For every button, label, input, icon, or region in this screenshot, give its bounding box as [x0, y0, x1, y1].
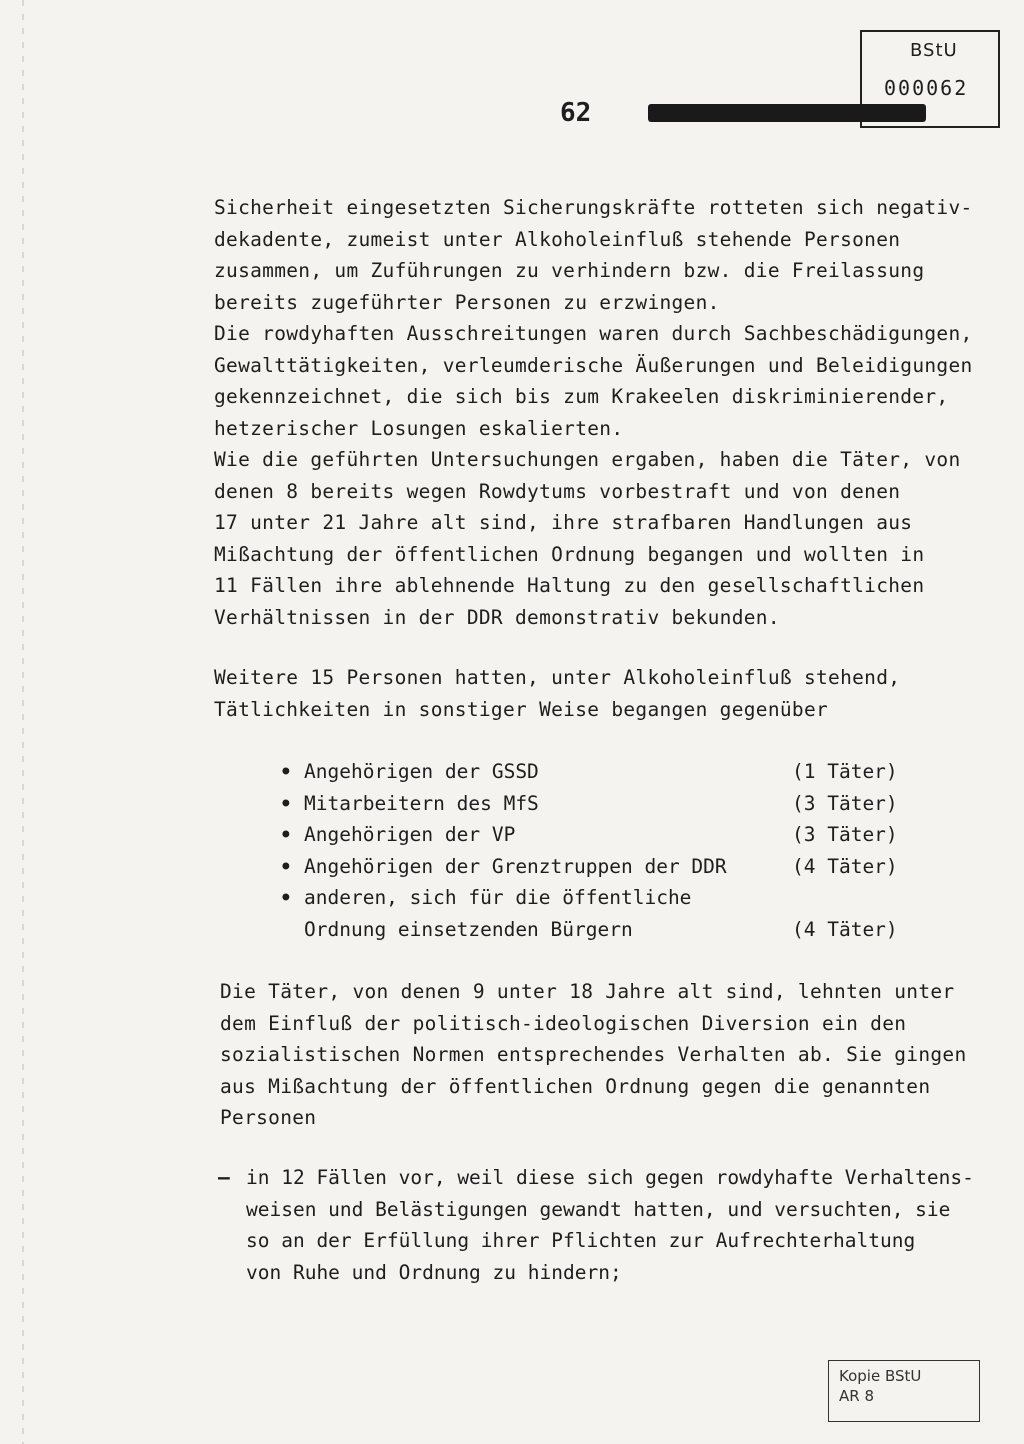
- bullet-dot: •: [280, 760, 292, 783]
- dash-item-text: in 12 Fällen vor, weil diese sich gegen rowdyhafte Verhaltens- weisen und Belästigungen gewandt hatten, und versuchten, sie so an der Erfüllung ihrer Pflichten zur Aufrechterhaltung von Ruhe und Ordnung zu hindern;: [246, 1166, 974, 1284]
- bullet-count: (3 Täter): [792, 791, 898, 815]
- bullet-text: Mitarbeitern des MfS: [304, 791, 539, 815]
- paragraph-2: Weitere 15 Personen hatten, unter Alkoholeinfluß stehend, Tätlichkeiten in sonstiger Weise begangen gegenüber: [214, 666, 901, 721]
- redaction-bar: [648, 104, 926, 122]
- bullet-dot: •: [280, 791, 292, 815]
- dash-mark: –: [218, 1166, 230, 1189]
- bullet-item: [280, 756, 930, 788]
- paragraph-3: Die Täter, von denen 9 unter 18 Jahre alt sind, lehnten unter dem Einfluß der politisch-ideologischen Diversion ein den sozialistischen Normen entsprechendes Verhalten ab. Sie gingen aus Mißachtung der öffentlichen Ordnung gegen die genannten Personen: [220, 980, 967, 1129]
- bullet-list: [280, 756, 930, 945]
- page-edge-binding-marks: [22, 0, 24, 1444]
- bullet-count: (4 Täter): [792, 854, 898, 878]
- bullet-count: (4 Täter): [792, 917, 898, 941]
- bullet-dot: •: [280, 886, 292, 909]
- bullet-text: Angehörigen der Grenztruppen der DDR: [304, 854, 727, 878]
- bullet-item: [280, 788, 930, 820]
- bullet-text: Angehörigen der GSSD: [304, 760, 539, 783]
- bullet-dot: •: [280, 854, 292, 878]
- bullet-count: (1 Täter): [792, 760, 898, 783]
- page-number: 62: [560, 98, 592, 128]
- stamp-label: BStU: [910, 40, 958, 61]
- paragraph-1: Sicherheit eingesetzten Sicherungskräfte rotteten sich negativ- dekadente, zumeist unter Alkoholeinfluß stehende Personen zusammen, um Zuführungen zu verhindern bzw. die Freilassung bereits zugeführter Personen zu erzwingen. Die rowdyhaften Ausschreitungen waren durch Sachbeschädigungen, Gewalttätigkeiten, verleumderische Äußerungen und Beleidigungen gekennzeichnet, die sich bis zum Krakeelen diskriminierender, hetzerischer Losungen eskalierten. Wie die geführten Untersuchungen ergaben, haben die Täter, von denen 8 bereits wegen Rowdytums vorbestraft und von denen 17 unter 21 Jahre alt sind, ihre strafbaren Handlungen aus Mißachtung der öffentlichen Ordnung begangen und wollten in 11 Fällen ihre ablehnende Haltung zu den gesellschaftlichen Verhältnissen in der DDR demonstrativ bekunden.: [214, 196, 973, 629]
- copy-stamp-line1: Kopie BStU: [839, 1367, 922, 1385]
- bullet-text: Angehörigen der VP: [304, 823, 516, 846]
- bullet-dot: •: [280, 823, 292, 846]
- bullet-item: [280, 819, 930, 851]
- copy-stamp-line2: AR 8: [839, 1387, 874, 1405]
- bullet-text: anderen, sich für die öffentliche Ordnung einsetzenden Bürgern: [304, 886, 692, 941]
- bullet-item: [280, 851, 930, 883]
- copy-stamp: [828, 1360, 980, 1422]
- bullet-count: (3 Täter): [792, 823, 898, 846]
- bullet-item: [280, 882, 930, 945]
- stamp-number: 000062: [884, 76, 969, 100]
